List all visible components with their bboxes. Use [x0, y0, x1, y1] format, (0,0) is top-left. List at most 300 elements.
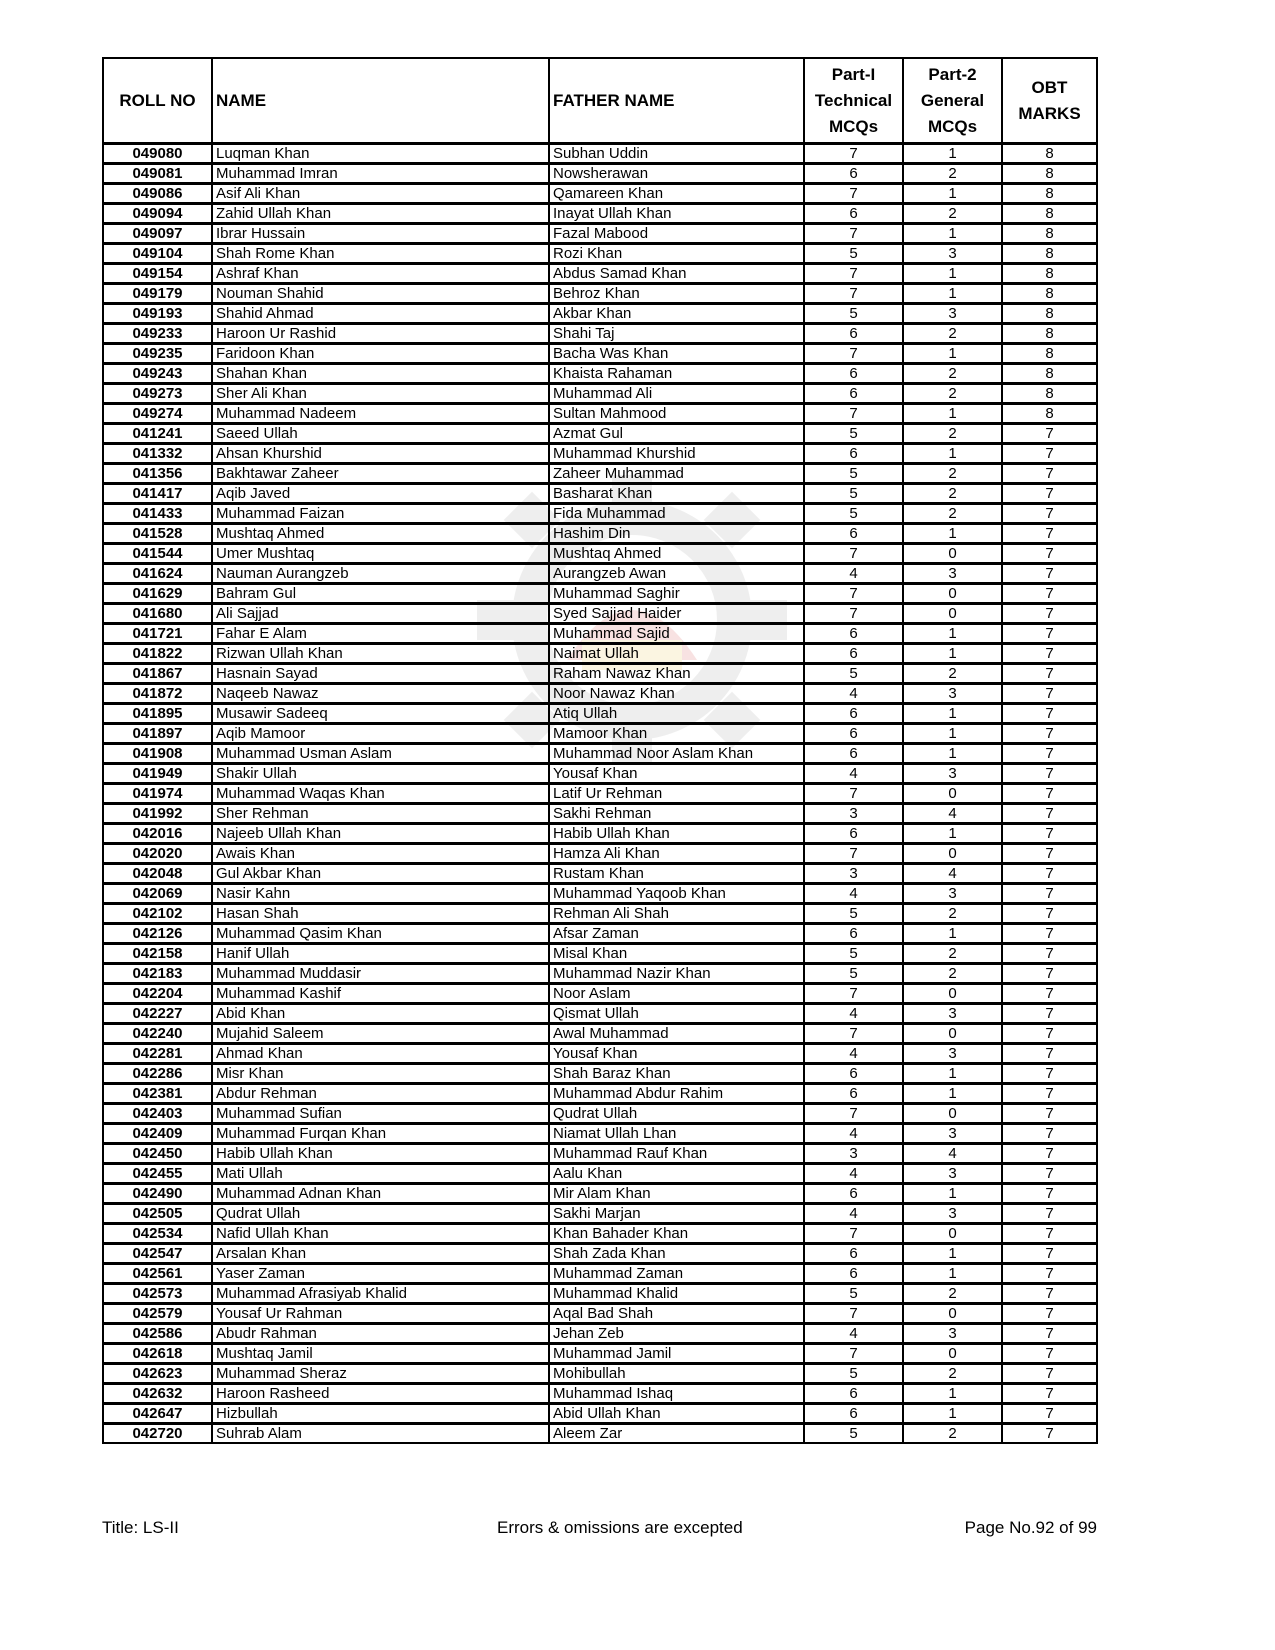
table-row — [103, 244, 1097, 264]
cell-name: Awais Khan — [212, 844, 549, 864]
cell-father-name: Inayat Ullah Khan — [549, 204, 804, 224]
cell-obt-marks: 7 — [1002, 1344, 1097, 1364]
cell-obt-marks: 7 — [1002, 764, 1097, 784]
cell-roll-no: 042403 — [103, 1104, 212, 1124]
cell-obt-marks: 8 — [1002, 164, 1097, 184]
table-row — [103, 964, 1097, 984]
cell-roll-no: 041897 — [103, 724, 212, 744]
cell-name: Muhammad Afrasiyab Khalid — [212, 1284, 549, 1304]
table-row — [103, 1304, 1097, 1324]
cell-roll-no: 041822 — [103, 644, 212, 664]
cell-name: Nafid Ullah Khan — [212, 1224, 549, 1244]
cell-father-name: Muhammad Yaqoob Khan — [549, 884, 804, 904]
table-row — [103, 324, 1097, 344]
cell-part2: 0 — [903, 1344, 1002, 1364]
table-row — [103, 1404, 1097, 1424]
cell-part2: 3 — [903, 884, 1002, 904]
cell-part1: 4 — [804, 564, 903, 584]
cell-name: Muhammad Qasim Khan — [212, 924, 549, 944]
cell-part1: 3 — [804, 804, 903, 824]
cell-roll-no: 042016 — [103, 824, 212, 844]
cell-father-name: Aurangzeb Awan — [549, 564, 804, 584]
table-row — [103, 1264, 1097, 1284]
cell-part1: 6 — [804, 1404, 903, 1424]
table-row — [103, 1044, 1097, 1064]
cell-part2: 0 — [903, 844, 1002, 864]
cell-name: Umer Mushtaq — [212, 544, 549, 564]
cell-obt-marks: 7 — [1002, 524, 1097, 544]
cell-name: Mujahid Saleem — [212, 1024, 549, 1044]
table-row — [103, 804, 1097, 824]
header-obt-line: OBT — [1031, 77, 1068, 97]
cell-obt-marks: 8 — [1002, 404, 1097, 424]
cell-name: Abid Khan — [212, 1004, 549, 1024]
cell-part2: 3 — [903, 244, 1002, 264]
cell-name: Rizwan Ullah Khan — [212, 644, 549, 664]
cell-roll-no: 049235 — [103, 344, 212, 364]
cell-part2: 4 — [903, 1144, 1002, 1164]
cell-roll-no: 041867 — [103, 664, 212, 684]
cell-part2: 1 — [903, 724, 1002, 744]
cell-roll-no: 049081 — [103, 164, 212, 184]
cell-obt-marks: 8 — [1002, 364, 1097, 384]
cell-part1: 6 — [804, 624, 903, 644]
cell-name: Naqeeb Nawaz — [212, 684, 549, 704]
cell-roll-no: 049154 — [103, 264, 212, 284]
table-row — [103, 1324, 1097, 1344]
table-row — [103, 1344, 1097, 1364]
cell-obt-marks: 8 — [1002, 304, 1097, 324]
cell-roll-no: 042126 — [103, 924, 212, 944]
cell-obt-marks: 8 — [1002, 264, 1097, 284]
table-row — [103, 764, 1097, 784]
cell-name: Haroon Ur Rashid — [212, 324, 549, 344]
cell-name: Ashraf Khan — [212, 264, 549, 284]
cell-name: Shakir Ullah — [212, 764, 549, 784]
table-row — [103, 444, 1097, 464]
cell-father-name: Mohibullah — [549, 1364, 804, 1384]
cell-part1: 5 — [804, 304, 903, 324]
cell-father-name: Zaheer Muhammad — [549, 464, 804, 484]
cell-part1: 6 — [804, 1264, 903, 1284]
cell-obt-marks: 7 — [1002, 784, 1097, 804]
cell-father-name: Raham Nawaz Khan — [549, 664, 804, 684]
cell-name: Muhammad Sheraz — [212, 1364, 549, 1384]
cell-father-name: Muhammad Sajid — [549, 624, 804, 644]
cell-part2: 1 — [903, 824, 1002, 844]
cell-part2: 1 — [903, 924, 1002, 944]
table-row — [103, 524, 1097, 544]
cell-father-name: Shahi Taj — [549, 324, 804, 344]
cell-roll-no: 041544 — [103, 544, 212, 564]
cell-name: Nouman Shahid — [212, 284, 549, 304]
cell-obt-marks: 7 — [1002, 1124, 1097, 1144]
cell-part2: 4 — [903, 864, 1002, 884]
cell-part1: 5 — [804, 464, 903, 484]
cell-name: Gul Akbar Khan — [212, 864, 549, 884]
cell-father-name: Behroz Khan — [549, 284, 804, 304]
cell-obt-marks: 7 — [1002, 1144, 1097, 1164]
cell-roll-no: 042455 — [103, 1164, 212, 1184]
cell-part2: 3 — [903, 304, 1002, 324]
cell-part1: 7 — [804, 144, 903, 164]
cell-obt-marks: 7 — [1002, 1364, 1097, 1384]
cell-name: Mati Ullah — [212, 1164, 549, 1184]
cell-roll-no: 041872 — [103, 684, 212, 704]
cell-name: Ali Sajjad — [212, 604, 549, 624]
cell-name: Misr Khan — [212, 1064, 549, 1084]
cell-part2: 0 — [903, 1304, 1002, 1324]
cell-part2: 1 — [903, 1184, 1002, 1204]
cell-part1: 6 — [804, 1064, 903, 1084]
cell-father-name: Akbar Khan — [549, 304, 804, 324]
table-row — [103, 824, 1097, 844]
cell-roll-no: 041624 — [103, 564, 212, 584]
cell-name: Muhammad Nadeem — [212, 404, 549, 424]
cell-obt-marks: 7 — [1002, 424, 1097, 444]
cell-father-name: Abdus Samad Khan — [549, 264, 804, 284]
cell-father-name: Noor Nawaz Khan — [549, 684, 804, 704]
cell-name: Muhammad Waqas Khan — [212, 784, 549, 804]
cell-name: Shahid Ahmad — [212, 304, 549, 324]
cell-part1: 6 — [804, 704, 903, 724]
cell-roll-no: 041356 — [103, 464, 212, 484]
cell-father-name: Muhammad Saghir — [549, 584, 804, 604]
cell-obt-marks: 7 — [1002, 704, 1097, 724]
header-part2-line: MCQs — [927, 116, 978, 136]
cell-obt-marks: 7 — [1002, 804, 1097, 824]
cell-roll-no: 042586 — [103, 1324, 212, 1344]
cell-part2: 0 — [903, 1024, 1002, 1044]
cell-obt-marks: 7 — [1002, 684, 1097, 704]
cell-part2: 3 — [903, 1044, 1002, 1064]
cell-part2: 3 — [903, 1164, 1002, 1184]
cell-father-name: Basharat Khan — [549, 484, 804, 504]
cell-part2: 2 — [903, 164, 1002, 184]
cell-name: Zahid Ullah Khan — [212, 204, 549, 224]
footer-note: Errors & omissions are excepted — [497, 1518, 743, 1537]
cell-part2: 1 — [903, 344, 1002, 364]
cell-part2: 2 — [903, 1424, 1002, 1444]
table-row — [103, 624, 1097, 644]
cell-father-name: Aleem Zar — [549, 1424, 804, 1444]
table-body — [103, 144, 1097, 1444]
cell-part1: 6 — [804, 324, 903, 344]
cell-part2: 0 — [903, 604, 1002, 624]
cell-part2: 1 — [903, 644, 1002, 664]
cell-obt-marks: 8 — [1002, 384, 1097, 404]
cell-part2: 2 — [903, 944, 1002, 964]
cell-name: Luqman Khan — [212, 144, 549, 164]
cell-name: Ahmad Khan — [212, 1044, 549, 1064]
cell-father-name: Subhan Uddin — [549, 144, 804, 164]
cell-name: Muhammad Muddasir — [212, 964, 549, 984]
cell-obt-marks: 7 — [1002, 1224, 1097, 1244]
cell-roll-no: 042490 — [103, 1184, 212, 1204]
cell-part2: 3 — [903, 1004, 1002, 1024]
cell-part2: 0 — [903, 1224, 1002, 1244]
cell-part1: 5 — [804, 484, 903, 504]
cell-father-name: Jehan Zeb — [549, 1324, 804, 1344]
cell-father-name: Afsar Zaman — [549, 924, 804, 944]
cell-father-name: Mamoor Khan — [549, 724, 804, 744]
cell-roll-no: 041528 — [103, 524, 212, 544]
cell-roll-no: 049097 — [103, 224, 212, 244]
cell-part2: 1 — [903, 144, 1002, 164]
cell-obt-marks: 7 — [1002, 1084, 1097, 1104]
cell-name: Mushtaq Jamil — [212, 1344, 549, 1364]
table-row — [103, 604, 1097, 624]
cell-part2: 4 — [903, 804, 1002, 824]
table-row — [103, 1104, 1097, 1124]
cell-father-name: Muhammad Jamil — [549, 1344, 804, 1364]
cell-part1: 7 — [804, 264, 903, 284]
cell-obt-marks: 7 — [1002, 1244, 1097, 1264]
cell-part1: 5 — [804, 1424, 903, 1444]
cell-roll-no: 042505 — [103, 1204, 212, 1224]
table-row — [103, 684, 1097, 704]
table-row — [103, 1124, 1097, 1144]
cell-part1: 4 — [804, 1324, 903, 1344]
cell-father-name: Qudrat Ullah — [549, 1104, 804, 1124]
header-part1-line: Part-I — [831, 64, 876, 84]
cell-part1: 5 — [804, 904, 903, 924]
cell-father-name: Sultan Mahmood — [549, 404, 804, 424]
cell-roll-no: 049094 — [103, 204, 212, 224]
cell-part2: 1 — [903, 1404, 1002, 1424]
cell-part2: 2 — [903, 484, 1002, 504]
cell-part1: 7 — [804, 844, 903, 864]
cell-name: Musawir Sadeeq — [212, 704, 549, 724]
cell-father-name: Muhammad Nazir Khan — [549, 964, 804, 984]
cell-roll-no: 041680 — [103, 604, 212, 624]
cell-obt-marks: 7 — [1002, 724, 1097, 744]
cell-name: Bakhtawar Zaheer — [212, 464, 549, 484]
footer-page-number: Page No.92 of 99 — [964, 1518, 1097, 1537]
cell-obt-marks: 7 — [1002, 1204, 1097, 1224]
cell-roll-no: 042381 — [103, 1084, 212, 1104]
table-row — [103, 924, 1097, 944]
cell-part1: 4 — [804, 764, 903, 784]
cell-part2: 0 — [903, 1104, 1002, 1124]
table-row — [103, 1004, 1097, 1024]
table-row — [103, 284, 1097, 304]
cell-part2: 2 — [903, 424, 1002, 444]
table-row — [103, 1364, 1097, 1384]
cell-obt-marks: 7 — [1002, 1404, 1097, 1424]
cell-name: Asif Ali Khan — [212, 184, 549, 204]
cell-name: Shah Rome Khan — [212, 244, 549, 264]
cell-obt-marks: 7 — [1002, 624, 1097, 644]
cell-part2: 3 — [903, 684, 1002, 704]
cell-father-name: Rehman Ali Shah — [549, 904, 804, 924]
cell-part1: 6 — [804, 924, 903, 944]
cell-father-name: Sakhi Marjan — [549, 1204, 804, 1224]
cell-father-name: Noor Aslam — [549, 984, 804, 1004]
cell-part2: 1 — [903, 744, 1002, 764]
cell-roll-no: 041895 — [103, 704, 212, 724]
cell-obt-marks: 7 — [1002, 584, 1097, 604]
cell-part1: 6 — [804, 164, 903, 184]
cell-father-name: Nowsherawan — [549, 164, 804, 184]
cell-father-name: Fazal Mabood — [549, 224, 804, 244]
cell-roll-no: 042102 — [103, 904, 212, 924]
cell-father-name: Fida Muhammad — [549, 504, 804, 524]
header-roll-no: ROLL NO — [103, 58, 212, 144]
cell-father-name: Muhammad Noor Aslam Khan — [549, 744, 804, 764]
cell-roll-no: 042573 — [103, 1284, 212, 1304]
table-row — [103, 1084, 1097, 1104]
cell-name: Arsalan Khan — [212, 1244, 549, 1264]
cell-roll-no: 049274 — [103, 404, 212, 424]
cell-part2: 2 — [903, 324, 1002, 344]
cell-obt-marks: 7 — [1002, 964, 1097, 984]
cell-obt-marks: 7 — [1002, 544, 1097, 564]
table-row — [103, 264, 1097, 284]
cell-father-name: Syed Sajjad Haider — [549, 604, 804, 624]
cell-part1: 5 — [804, 964, 903, 984]
cell-roll-no: 042534 — [103, 1224, 212, 1244]
table-row — [103, 584, 1097, 604]
cell-part2: 3 — [903, 1324, 1002, 1344]
cell-roll-no: 041949 — [103, 764, 212, 784]
cell-roll-no: 049086 — [103, 184, 212, 204]
cell-part2: 1 — [903, 444, 1002, 464]
cell-part1: 6 — [804, 444, 903, 464]
header-part1 — [804, 58, 903, 144]
header-part1-line: Technical — [814, 90, 893, 110]
cell-father-name: Muhammad Zaman — [549, 1264, 804, 1284]
cell-obt-marks: 7 — [1002, 464, 1097, 484]
cell-part1: 6 — [804, 204, 903, 224]
cell-part1: 7 — [804, 1024, 903, 1044]
cell-roll-no: 042647 — [103, 1404, 212, 1424]
cell-father-name: Khaista Rahaman — [549, 364, 804, 384]
cell-father-name: Yousaf Khan — [549, 1044, 804, 1064]
cell-roll-no: 049243 — [103, 364, 212, 384]
cell-part1: 5 — [804, 664, 903, 684]
table-row — [103, 984, 1097, 1004]
cell-part1: 7 — [804, 544, 903, 564]
cell-roll-no: 041992 — [103, 804, 212, 824]
table-row — [103, 204, 1097, 224]
cell-part2: 3 — [903, 1204, 1002, 1224]
cell-name: Yousaf Ur Rahman — [212, 1304, 549, 1324]
table-row — [103, 1184, 1097, 1204]
cell-part2: 1 — [903, 224, 1002, 244]
cell-roll-no: 049273 — [103, 384, 212, 404]
cell-obt-marks: 8 — [1002, 184, 1097, 204]
footer-title: Title: LS-II — [102, 1518, 179, 1537]
cell-roll-no: 042632 — [103, 1384, 212, 1404]
cell-father-name: Awal Muhammad — [549, 1024, 804, 1044]
cell-father-name: Muhammad Rauf Khan — [549, 1144, 804, 1164]
cell-obt-marks: 7 — [1002, 1304, 1097, 1324]
cell-roll-no: 041908 — [103, 744, 212, 764]
table-row — [103, 384, 1097, 404]
cell-roll-no: 042240 — [103, 1024, 212, 1044]
cell-part2: 1 — [903, 1384, 1002, 1404]
cell-part1: 6 — [804, 364, 903, 384]
table-row — [103, 504, 1097, 524]
cell-father-name: Niamat Ullah Lhan — [549, 1124, 804, 1144]
cell-part1: 7 — [804, 224, 903, 244]
cell-name: Muhammad Faizan — [212, 504, 549, 524]
cell-roll-no: 049179 — [103, 284, 212, 304]
cell-part1: 6 — [804, 1184, 903, 1204]
cell-obt-marks: 7 — [1002, 884, 1097, 904]
cell-father-name: Bacha Was Khan — [549, 344, 804, 364]
cell-part1: 6 — [804, 1244, 903, 1264]
cell-part2: 1 — [903, 404, 1002, 424]
cell-part2: 2 — [903, 364, 1002, 384]
cell-part1: 5 — [804, 1364, 903, 1384]
header-part1-line: MCQs — [828, 116, 879, 136]
cell-part2: 3 — [903, 564, 1002, 584]
cell-father-name: Mushtaq Ahmed — [549, 544, 804, 564]
cell-name: Aqib Javed — [212, 484, 549, 504]
cell-name: Suhrab Alam — [212, 1424, 549, 1444]
cell-name: Mushtaq Ahmed — [212, 524, 549, 544]
cell-part2: 2 — [903, 384, 1002, 404]
cell-father-name: Sakhi Rehman — [549, 804, 804, 824]
header-father-name: FATHER NAME — [549, 58, 804, 144]
cell-part2: 3 — [903, 1124, 1002, 1144]
header-part2 — [903, 58, 1002, 144]
cell-father-name: Muhammad Ali — [549, 384, 804, 404]
table-row — [103, 164, 1097, 184]
cell-part1: 3 — [804, 1144, 903, 1164]
cell-roll-no: 042720 — [103, 1424, 212, 1444]
cell-part1: 6 — [804, 644, 903, 664]
cell-father-name: Hamza Ali Khan — [549, 844, 804, 864]
table-row — [103, 544, 1097, 564]
cell-part2: 1 — [903, 1064, 1002, 1084]
cell-name: Shahan Khan — [212, 364, 549, 384]
cell-father-name: Atiq Ullah — [549, 704, 804, 724]
cell-part1: 7 — [804, 584, 903, 604]
cell-name: Hasan Shah — [212, 904, 549, 924]
cell-roll-no: 042623 — [103, 1364, 212, 1384]
cell-roll-no: 049193 — [103, 304, 212, 324]
cell-name: Hizbullah — [212, 1404, 549, 1424]
header-name: NAME — [212, 58, 549, 144]
cell-father-name: Yousaf Khan — [549, 764, 804, 784]
cell-father-name: Rozi Khan — [549, 244, 804, 264]
cell-part1: 5 — [804, 244, 903, 264]
cell-part1: 4 — [804, 1204, 903, 1224]
cell-roll-no: 042069 — [103, 884, 212, 904]
cell-part1: 7 — [804, 1344, 903, 1364]
cell-father-name: Misal Khan — [549, 944, 804, 964]
cell-name: Hasnain Sayad — [212, 664, 549, 684]
cell-obt-marks: 7 — [1002, 1024, 1097, 1044]
cell-roll-no: 041332 — [103, 444, 212, 464]
cell-name: Yaser Zaman — [212, 1264, 549, 1284]
cell-father-name: Muhammad Abdur Rahim — [549, 1084, 804, 1104]
cell-roll-no: 042020 — [103, 844, 212, 864]
cell-name: Saeed Ullah — [212, 424, 549, 444]
cell-part2: 2 — [903, 464, 1002, 484]
cell-father-name: Habib Ullah Khan — [549, 824, 804, 844]
cell-name: Muhammad Furqan Khan — [212, 1124, 549, 1144]
cell-name: Bahram Gul — [212, 584, 549, 604]
cell-part1: 7 — [804, 1224, 903, 1244]
cell-roll-no: 042281 — [103, 1044, 212, 1064]
cell-roll-no: 042579 — [103, 1304, 212, 1324]
cell-father-name: Qismat Ullah — [549, 1004, 804, 1024]
cell-obt-marks: 7 — [1002, 664, 1097, 684]
